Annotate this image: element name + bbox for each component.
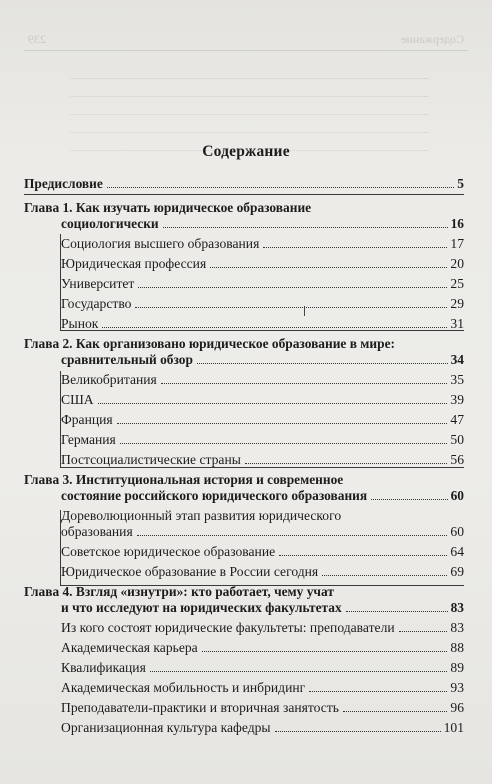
page-number: 88 <box>450 640 464 655</box>
bleed-header <box>28 32 464 47</box>
entry-title: Юридическое образование в России сегодня <box>61 564 319 579</box>
dot-leader <box>346 611 448 612</box>
page-number: 31 <box>450 316 464 331</box>
bleed-line <box>70 64 428 79</box>
dot-leader <box>150 671 448 672</box>
entry-title: Предисловие <box>24 176 103 191</box>
toc-subentry <box>24 372 464 388</box>
dot-leader <box>399 631 448 632</box>
toc-subentry <box>24 660 464 676</box>
toc-subentry <box>24 452 464 468</box>
page-number: 60 <box>450 488 464 503</box>
dot-leader <box>137 535 448 536</box>
bleed-header-left: Содержание <box>401 32 464 46</box>
dot-leader <box>371 499 447 500</box>
dot-leader <box>275 731 441 732</box>
page-number: 20 <box>450 256 464 271</box>
entry-title: Юридическая профессия <box>61 256 207 271</box>
toc-subentry <box>24 256 464 272</box>
dot-leader <box>98 403 448 404</box>
page-number: 34 <box>450 352 464 367</box>
entry-title: Академическая мобильность и инбридинг <box>61 680 306 695</box>
toc-chapter <box>24 200 464 232</box>
entry-title-line1: Дореволюционный этап развития юридического <box>61 508 342 523</box>
entry-title-line1: Глава 1. Как изучать юридическое образование <box>24 200 312 215</box>
page-number: 83 <box>450 620 464 635</box>
page-number: 56 <box>450 452 464 467</box>
toc-subentry <box>24 316 464 332</box>
page-number: 83 <box>450 600 464 615</box>
entry-title: Германия <box>61 432 116 447</box>
dot-leader <box>210 267 447 268</box>
page-number: 69 <box>450 564 464 579</box>
bleed-line <box>70 82 428 97</box>
toc-subentry <box>24 432 464 448</box>
entry-line2 <box>24 216 464 232</box>
entry-line2 <box>61 524 464 540</box>
toc-subentry <box>24 236 464 252</box>
toc-subentry <box>24 392 464 408</box>
bleed-line <box>70 118 428 133</box>
page-number: 29 <box>450 296 464 311</box>
page-number: 25 <box>450 276 464 291</box>
entry-title-line1: Глава 4. Взгляд «изнутри»: кто работает, чему учат <box>24 584 334 599</box>
dot-leader <box>163 227 448 228</box>
page-number: 89 <box>450 660 464 675</box>
dot-leader <box>309 691 447 692</box>
toc-subentry <box>24 640 464 656</box>
page-number: 47 <box>450 412 464 427</box>
entry-line2 <box>24 600 464 616</box>
toc-subentry <box>24 544 464 560</box>
dot-leader <box>138 287 447 288</box>
entry-title: США <box>61 392 94 407</box>
entry-title-line1: Глава 2. Как организовано юридическое образование в мире: <box>24 336 395 351</box>
toc-subentry <box>24 508 464 540</box>
toc-subentry <box>24 620 464 636</box>
entry-title: Академическая карьера <box>61 640 198 655</box>
toc-chapter <box>24 472 464 504</box>
entry-title-line2: социологически <box>61 216 159 231</box>
toc-subentry <box>24 700 464 716</box>
entry-title-line2: сравнительный обзор <box>61 352 193 367</box>
entry-title-line2: состояние российского юридического образования <box>61 488 368 503</box>
dot-leader <box>279 555 447 556</box>
entry-title: Университет <box>61 276 135 291</box>
entry-title: Социология высшего образования <box>61 236 260 251</box>
page-number: 96 <box>450 700 464 715</box>
page-number: 39 <box>450 392 464 407</box>
dot-leader <box>120 443 448 444</box>
entry-title: Постсоциалистические страны <box>61 452 241 467</box>
toc-title: Содержание <box>202 143 290 160</box>
bleed-through-text <box>0 0 492 150</box>
page-number: 50 <box>450 432 464 447</box>
table-of-contents <box>24 176 464 740</box>
page-number: 101 <box>443 720 464 735</box>
dot-leader <box>135 307 447 308</box>
toc-subentry <box>24 276 464 292</box>
toc-chapter <box>24 336 464 368</box>
toc-chapter <box>24 584 464 616</box>
entry-title: Организационная культура кафедры <box>61 720 271 735</box>
page-number: 60 <box>450 524 464 539</box>
dot-leader <box>343 711 447 712</box>
bleed-header-right: 239 <box>28 32 46 46</box>
dot-leader <box>117 423 448 424</box>
dot-leader <box>107 187 454 188</box>
entry-title-line2: и что исследуют на юридических факультетах <box>61 600 342 615</box>
entry-title-line1: Глава 3. Институциональная история и современное <box>24 472 344 487</box>
entry-title: Рынок <box>61 316 99 331</box>
page-number: 17 <box>450 236 464 251</box>
dot-leader <box>202 651 448 652</box>
dot-leader <box>197 363 448 364</box>
dot-leader <box>322 575 447 576</box>
entry-line2 <box>24 488 464 504</box>
toc-subentry <box>24 296 464 312</box>
toc-subentry <box>24 564 464 580</box>
page-number: 35 <box>450 372 464 387</box>
bleed-header-rule <box>24 50 468 51</box>
page-number: 16 <box>450 216 464 231</box>
entry-title: Государство <box>61 296 132 311</box>
entry-title: Преподаватели-практики и вторичная занятость <box>61 700 339 715</box>
dot-leader <box>161 383 448 384</box>
toc-entry-preface <box>24 176 464 192</box>
dot-leader <box>245 463 448 464</box>
entry-line2 <box>24 352 464 368</box>
toc-subentry <box>24 412 464 428</box>
entry-title: Из кого состоят юридические факультеты: преподаватели <box>61 620 395 635</box>
page-number: 64 <box>450 544 464 559</box>
entry-title: Франция <box>61 412 113 427</box>
bleed-line <box>70 100 428 115</box>
entry-title: Великобритания <box>61 372 157 387</box>
page-number: 93 <box>450 680 464 695</box>
entry-title: Квалификация <box>61 660 146 675</box>
entry-title-line2: образования <box>61 524 133 539</box>
page-number: 5 <box>457 176 464 191</box>
entry-title: Советское юридическое образование <box>61 544 276 559</box>
toc-subentry <box>24 720 464 736</box>
dot-leader <box>263 247 447 248</box>
toc-subentry <box>24 680 464 696</box>
dot-leader <box>102 327 447 328</box>
